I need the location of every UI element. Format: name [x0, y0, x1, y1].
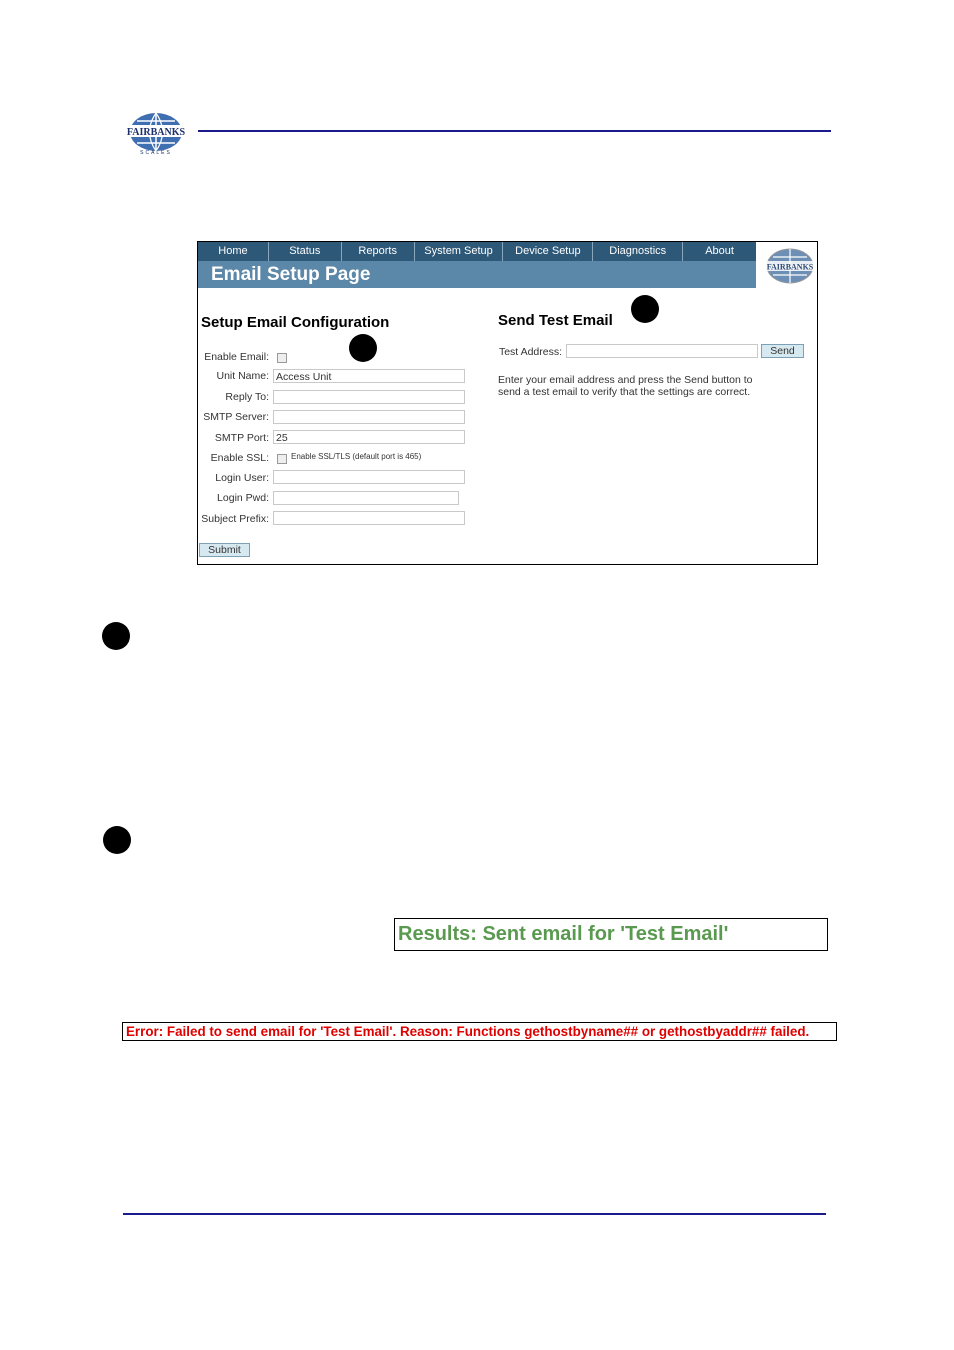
nav-diagnostics[interactable]: Diagnostics [593, 242, 683, 261]
fairbanks-logo-small [765, 246, 815, 286]
send-button[interactable]: Send [761, 344, 804, 358]
enable-email-label: Enable Email: [204, 351, 269, 363]
login-pwd-label: Login Pwd: [217, 492, 269, 504]
config-title: Setup Email Configuration [201, 314, 390, 331]
nav-reports[interactable]: Reports [342, 242, 415, 261]
smtp-server-input[interactable] [273, 410, 465, 424]
enable-email-checkbox[interactable] [277, 353, 287, 363]
login-pwd-input[interactable] [273, 491, 459, 505]
submit-button[interactable]: Submit [199, 543, 250, 557]
reply-to-label: Reply To: [225, 391, 269, 403]
fairbanks-logo [125, 110, 187, 156]
subject-prefix-input[interactable] [273, 511, 465, 525]
callout-marker-config [349, 334, 377, 362]
title-bar [198, 261, 756, 288]
nav-device-setup[interactable]: Device Setup [503, 242, 593, 261]
results-message: Results: Sent email for 'Test Email' [398, 923, 729, 945]
login-user-input[interactable] [273, 470, 465, 484]
test-title: Send Test Email [498, 312, 613, 329]
enable-ssl-checkbox[interactable] [277, 454, 287, 464]
smtp-port-label: SMTP Port: [214, 432, 269, 444]
smtp-server-label: SMTP Server: [203, 411, 269, 423]
test-help-text: Enter your email address and press the Send button to send a test email to verify that the settings are correct. [498, 374, 753, 398]
login-user-label: Login User: [215, 472, 269, 484]
svg-text:FAIRBANKS: FAIRBANKS [126, 127, 186, 138]
nav-bar [198, 242, 756, 261]
ssl-note: Enable SSL/TLS (default port is 465) [291, 452, 422, 461]
callout-marker-1 [102, 622, 130, 650]
test-address-input[interactable] [566, 344, 758, 358]
results-message-box [394, 918, 828, 951]
svg-text:SCALES: SCALES [140, 150, 172, 156]
svg-text:FAIRBANKS: FAIRBANKS [766, 262, 814, 272]
callout-marker-test [631, 295, 659, 323]
test-address-label: Test Address: [498, 346, 562, 358]
unit-name-label: Unit Name: [216, 370, 269, 382]
nav-system-setup[interactable]: System Setup [415, 242, 504, 261]
reply-to-input[interactable] [273, 390, 465, 404]
smtp-port-input[interactable]: 25 [273, 430, 465, 444]
nav-status[interactable]: Status [269, 242, 342, 261]
header-rule [198, 130, 831, 132]
nav-about[interactable]: About [705, 245, 734, 257]
error-message-box [122, 1022, 837, 1041]
nav-home[interactable]: Home [198, 242, 269, 261]
email-setup-screenshot [197, 241, 818, 565]
footer-rule [123, 1213, 826, 1215]
enable-ssl-label: Enable SSL: [210, 452, 269, 464]
error-message: Error: Failed to send email for 'Test Email'. Reason: Functions gethostbyname## or gethostbyaddr## failed. [126, 1024, 810, 1039]
page-title: Email Setup Page [211, 264, 371, 285]
unit-name-input[interactable]: Access Unit [273, 369, 465, 383]
callout-marker-2 [103, 826, 131, 854]
subject-prefix-label: Subject Prefix: [201, 513, 269, 525]
